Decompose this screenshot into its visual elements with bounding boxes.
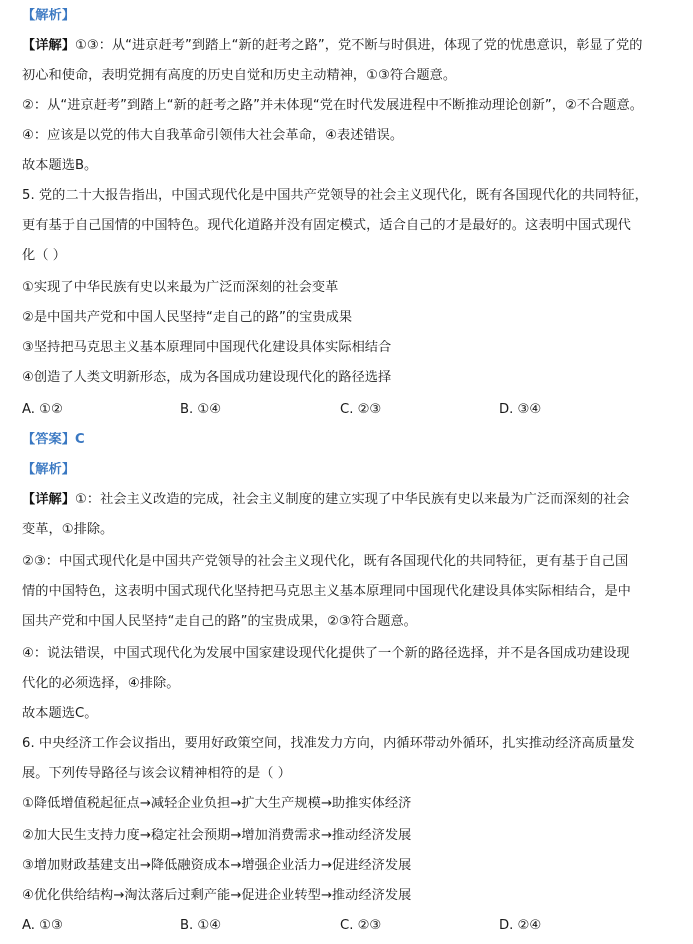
- text-line: [22, 462, 677, 478]
- line-text: ④优化供给结构→淘汰落后过剩产能→促进企业转型→推动经济发展: [22, 888, 412, 903]
- text-line: [22, 218, 677, 234]
- text-line: [22, 646, 677, 662]
- text-line: [22, 858, 677, 874]
- text-line: [22, 432, 677, 448]
- text-line: [22, 8, 677, 24]
- line-text: ①实现了中华民族有史以来最为广泛而深刻的社会变革: [22, 280, 339, 295]
- line-text: 展。下列传导路径与该会议精神相符的是（ ）: [22, 766, 291, 781]
- line-text: 国共产党和中国人民坚持“走自己的路”的宝贵成果，②③符合题意。: [22, 614, 417, 629]
- line-text: ③增加财政基建支出→降低融资成本→增强企业活力→促进经济发展: [22, 858, 412, 873]
- section-heading: 【解析】: [22, 8, 75, 23]
- q5-option-d: D. ③④: [499, 402, 542, 417]
- line-text: ②是中国共产党和中国人民坚持“走自己的路”的宝贵成果: [22, 310, 353, 325]
- line-text: 化（ ）: [22, 248, 66, 263]
- line-text: ④创造了人类文明新形态，成为各国成功建设现代化的路径选择: [22, 370, 392, 385]
- text-line: [22, 248, 677, 264]
- line-text: 5. 党的二十大报告指出，中国式现代化是中国共产党领导的社会主义现代化，既有各国现代化的共同特征，: [22, 188, 648, 203]
- text-line: [22, 158, 677, 174]
- q5-option-c: C. ②③: [340, 402, 382, 417]
- line-text: ③坚持把马克思主义基本原理同中国现代化建设具体实际相结合: [22, 340, 392, 355]
- line-text: 更有基于自己国情的中国特色。现代化道路并没有固定模式，适合自己的才是最好的。这表明中国式现代: [22, 218, 631, 233]
- text-line: [22, 98, 677, 114]
- text-line: [22, 766, 677, 782]
- line-text: 代化的必须选择，④排除。: [22, 676, 180, 691]
- text-line: [22, 736, 677, 752]
- q5-option-a: A. ①②: [22, 402, 63, 417]
- text-line: [22, 706, 677, 722]
- text-line: [22, 340, 677, 356]
- text-line: [22, 522, 677, 538]
- line-text: 故本题选B。: [22, 158, 98, 173]
- text-line: [22, 68, 677, 84]
- line-text: ②：从“进京赶考”到踏上“新的赶考之路”并未体现“党在时代发展进程中不断推动理论创新”，②不合题意。: [22, 98, 644, 113]
- section-heading: 【解析】: [22, 462, 75, 477]
- text-line: [22, 280, 677, 296]
- line-text: 变革，①排除。: [22, 522, 114, 537]
- section-heading: 【答案】C: [22, 432, 85, 447]
- text-line: [22, 614, 677, 630]
- text-line: [22, 584, 677, 600]
- text-line: [22, 888, 677, 904]
- section-tag: 【详解】: [22, 38, 75, 53]
- line-text: 6. 中央经济工作会议指出，要用好政策空间，找准发力方向，内循环带动外循环，扎实推动经济高质量发: [22, 736, 635, 751]
- text-line: [22, 128, 677, 144]
- line-text: ②加大民生支持力度→稳定社会预期→增加消费需求→推动经济发展: [22, 828, 412, 843]
- line-text: ②③：中国式现代化是中国共产党领导的社会主义现代化，既有各国现代化的共同特征，更有基于自己国: [22, 554, 629, 569]
- q6-option-c: C. ②③: [340, 918, 382, 933]
- line-text: 故本题选C。: [22, 706, 98, 721]
- line-text: 初心和使命，表明党拥有高度的历史自觉和历史主动精神，①③符合题意。: [22, 68, 457, 83]
- q6-options: [22, 918, 677, 934]
- text-line: [22, 828, 677, 844]
- text-line: [22, 554, 677, 570]
- text-line: [22, 188, 677, 204]
- line-text: ①降低增值税起征点→减轻企业负担→扩大生产规模→助推实体经济: [22, 796, 412, 811]
- q5-options: [22, 402, 677, 418]
- q6-option-d: D. ②④: [499, 918, 542, 933]
- q5-option-b: B. ①④: [180, 402, 222, 417]
- text-line: [22, 492, 677, 508]
- q6-option-b: B. ①④: [180, 918, 222, 933]
- text-line: [22, 370, 677, 386]
- text-line: [22, 38, 677, 54]
- line-text: ④：应该是以党的伟大自我革命引领伟大社会革命，④表述错误。: [22, 128, 404, 143]
- text-line: [22, 676, 677, 692]
- section-tag: 【详解】: [22, 492, 75, 507]
- text-line: [22, 310, 677, 326]
- text-line: [22, 796, 677, 812]
- q6-option-a: A. ①③: [22, 918, 63, 933]
- line-text: ①③：从“进京赶考”到踏上“新的赶考之路”，党不断与时俱进，体现了党的忧患意识，彰显了党的: [74, 38, 643, 53]
- line-text: ①：社会主义改造的完成，社会主义制度的建立实现了中华民族有史以来最为广泛而深刻的社会: [74, 492, 630, 507]
- line-text: ④：说法错误，中国式现代化为发展中国家建设现代化提供了一个新的路径选择，并不是各国成功建设现: [22, 646, 630, 661]
- line-text: 情的中国特色，这表明中国式现代化坚持把马克思主义基本原理同中国现代化建设具体实际相结合，是中: [22, 584, 631, 599]
